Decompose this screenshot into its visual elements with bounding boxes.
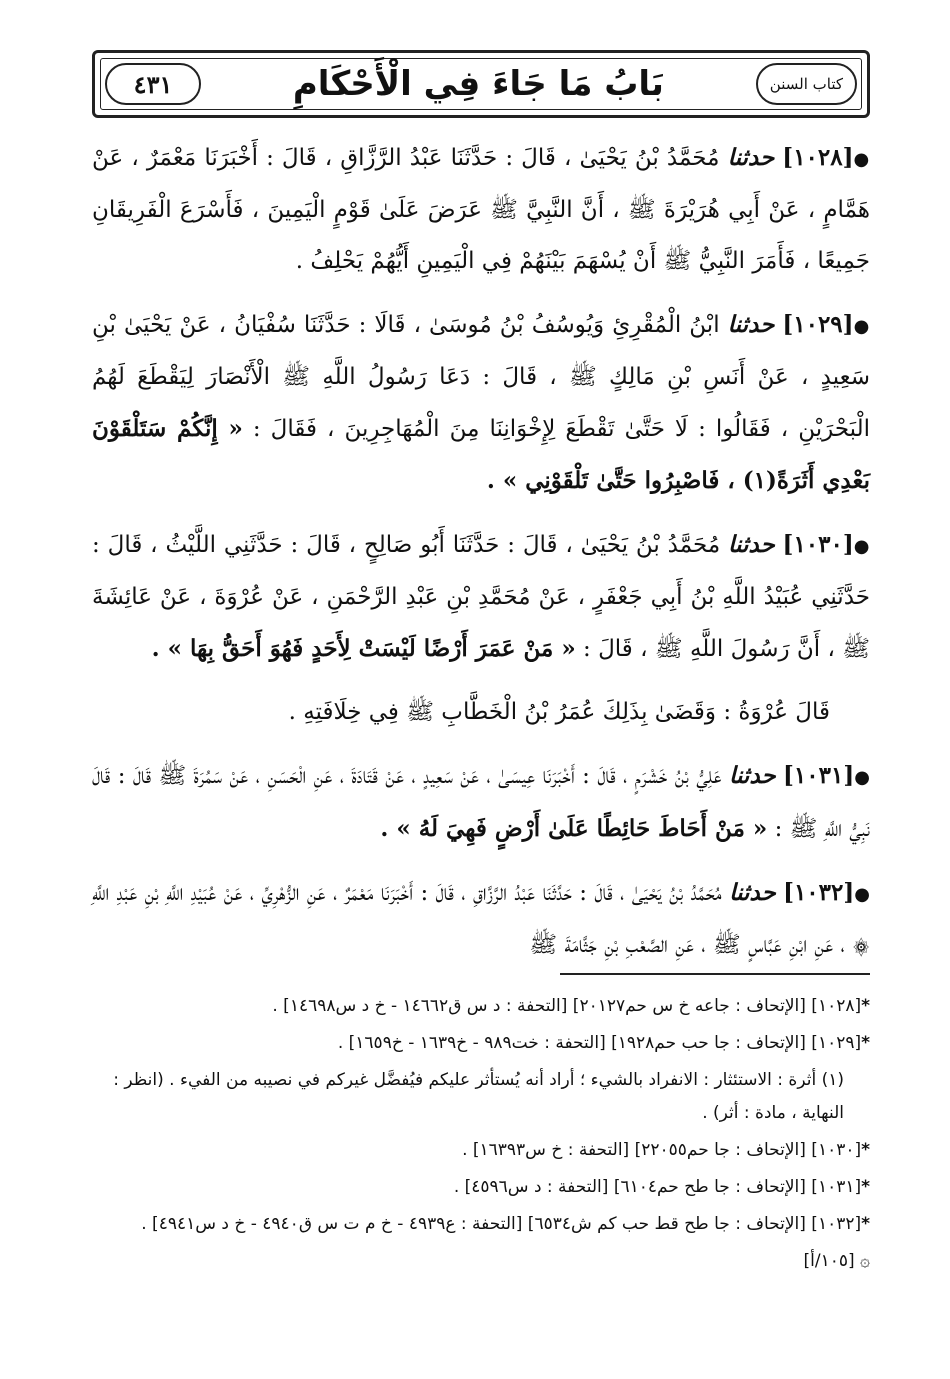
hadith-matn: « مَنْ عَمَرَ أَرْضًا لَيْسَتْ لِأَحَدٍ فَهُوَ أَحَقُّ بِهَا » . (151, 635, 576, 662)
star-icon: * (861, 1214, 870, 1234)
hadith-text: مُحَمَّدُ بْنُ يَحْيَىٰ ، قَالَ : حَدَّثَنَا عَبْدُ الرَّزَّاقِ ، قَالَ : أَخْبَرَنَا مَعْمَرٌ ، عَنِ الزُّهْرِيِّ ، عَنْ عُبَيْدِ اللَّهِ بْنِ عَبْدِ اللَّهِ ۞ ، عَنِ ابْنِ عَبَّاسٍ ﷺ ، عَنِ الصَّعْبِ بْنِ جَثَّامَةَ ﷺ (92, 880, 870, 958)
hadith-text: ابْنُ الْمُقْرِئِ وَيُوسُفُ بْنُ مُوسَىٰ ، قَالَا : حَدَّثَنَا سُفْيَانُ ، عَنْ يَحْيَىٰ بْنِ سَعِيدٍ ، عَنْ أَنَسِ بْنِ مَالِكٍ ﷺ ، قَالَ : دَعَا رَسُولُ اللَّهِ ﷺ الْأَنْصَارَ لِيَقْطَعَ لَهُمُ الْبَحْرَيْنِ ، فَقَالُوا : لَا حَتَّىٰ تَقْطَعَ لِإِخْوَانِنَا مِنَ الْمُهَاجِرِينَ ، فَقَالَ : (92, 312, 870, 442)
book-logo: كتاب السنن (756, 63, 857, 105)
footnote-text: [١٠٢٩] [الإتحاف : جا حب حم١٩٢٨] [التحفة : خت٩٨٩ - خ١٦٣٩ - خ١٦٥٩] . (337, 1033, 862, 1053)
hadith-number: [١٠٢٨] (782, 144, 854, 171)
star-icon: * (861, 996, 870, 1016)
hadith-1032 (92, 867, 870, 971)
bullet-icon: ● (853, 316, 871, 337)
footnote-text: [١٠٣١] [الإتحاف : جا طح حم٦١٠٤] [التحفة : د س٤٥٩٦] . (453, 1177, 862, 1197)
page-header (92, 50, 870, 118)
footnote-1032 (92, 1208, 870, 1241)
footnote-text: [١٠٣٠] [الإتحاف : جا حم٢٢٠٥٥] [التحفة : خ س١٦٣٩٣] . (462, 1140, 862, 1160)
hadith-matn: « إِنَّكُمْ سَتَلْقَوْنَ بَعْدِي أَثَرَةً(١) ، فَاصْبِرُوا حَتَّىٰ تَلْقَوْنِي » . (92, 415, 870, 494)
footnote-text: (١) أثرة : الاستئثار : الانفراد بالشيء ؛ أراد أنه يُستأثر عليكم فيُفضَّل غيركم في نصيبه من الفيء . (انظر : النهاية ، مادة : أثر) . (113, 1070, 844, 1123)
star-icon: * (861, 1177, 870, 1197)
chapter-title: بَابُ مَا جَاءَ فِي الْأَحْكَامِ (292, 64, 664, 104)
hadith-opening: حدثنا (727, 311, 775, 338)
main-text (92, 132, 870, 983)
star-icon: * (861, 1033, 870, 1053)
hadith-opening: حدثنا (727, 144, 775, 171)
hadith-number: [١٠٣٠] (782, 531, 854, 558)
hadith-1030 (92, 519, 870, 675)
footnote-text: [١٠٣٢] [الإتحاف : جا طح قط حب كم ش٦٥٣٤] [التحفة : ع٤٩٣٩ - خ م ت س ق٤٩٤٠ - خ د س٤٩٤١] . (141, 1214, 862, 1234)
hadith-1028 (92, 132, 870, 287)
hadith-number: [١٠٣٢] (783, 879, 855, 906)
page-number: ٤٣١ (105, 63, 201, 105)
hadith-1031 (92, 750, 870, 855)
bullet-icon: ● (853, 536, 870, 557)
hadith-text: عَلِيُّ بْنُ خَشْرَمٍ ، قَالَ : أَخْبَرَنَا عِيسَىٰ ، عَنْ سَعِيدٍ ، عَنْ قَتَادَةَ ، عَنِ الْحَسَنِ ، عَنْ سَمُرَةَ ﷺ قَالَ : قَالَ نَبِيُّ اللَّهِ ﷺ : (92, 763, 870, 842)
hadith-text: مُحَمَّدُ بْنُ يَحْيَىٰ ، قَالَ : حَدَّثَنَا أَبُو صَالِحٍ ، قَالَ : حَدَّثَنِي اللَّيْثُ ، قَالَ : حَدَّثَنِي عُبَيْدُ اللَّهِ بْنُ أَبِي جَعْفَرٍ ، عَنْ مُحَمَّدِ بْنِ عَبْدِ الرَّحْمَنِ ، عَنْ عُرْوَةَ ، عَنْ عَائِشَةَ ﷺ ، أَنَّ رَسُولَ اللَّهِ ﷺ ، قَالَ : (92, 532, 870, 662)
manuscript-page-ref: ۞ [١٠٥/أ] (803, 1251, 870, 1271)
hadith-matn: « مَنْ أَحَاطَ حَائِطًا عَلَىٰ أَرْضٍ فَهِيَ لَهُ » . (380, 815, 768, 842)
star-icon: * (861, 1140, 870, 1160)
footnote-athara (92, 1064, 870, 1130)
hadith-opening: حدثنا (729, 879, 776, 906)
footnote-1028 (92, 990, 870, 1023)
footnotes (92, 990, 870, 1282)
bullet-icon: ● (854, 767, 870, 788)
footnote-1030 (92, 1134, 870, 1167)
hadith-opening: حدثنا (728, 762, 776, 789)
bullet-icon: ● (853, 149, 870, 170)
hadith-number: [١٠٣١] (783, 762, 855, 789)
bullet-icon: ● (854, 884, 871, 905)
footnote-divider (560, 973, 870, 975)
hadith-text: مُحَمَّدُ بْنُ يَحْيَىٰ ، قَالَ : حَدَّثَنَا عَبْدُ الرَّزَّاقِ ، قَالَ : أَخْبَرَنَا مَعْمَرٌ ، عَنْ هَمَّامٍ ، عَنْ أَبِي هُرَيْرَةَ ﷺ ، أَنَّ النَّبِيَّ ﷺ عَرَضَ عَلَىٰ قَوْمٍ الْيَمِينَ ، فَأَسْرَعَ الْفَرِيقَانِ جَمِيعًا ، فَأَمَرَ النَّبِيُّ ﷺ أَنْ يُسْهَمَ بَيْنَهُمْ فِي الْيَمِينِ أَيُّهُمْ يَحْلِفُ . (92, 145, 870, 274)
footnote-text: [١٠٢٨] [الإتحاف : جاعه خ س حم٢٠١٢٧] [التحفة : د س ق١٤٦٦٢ - خ د س١٤٦٩٨] . (272, 996, 862, 1016)
hadith-1029 (92, 299, 870, 507)
footnote-1031 (92, 1171, 870, 1204)
hadith-number: [١٠٢٩] (782, 311, 854, 338)
footnote-1029 (92, 1027, 870, 1060)
urwa-note: قَالَ عُرْوَةُ : وَقَضَىٰ بِذَلِكَ عُمَرُ بْنُ الْخَطَّابِ ﷺ فِي خِلَافَتِهِ . (288, 699, 830, 725)
hadith-opening: حدثنا (728, 531, 775, 558)
